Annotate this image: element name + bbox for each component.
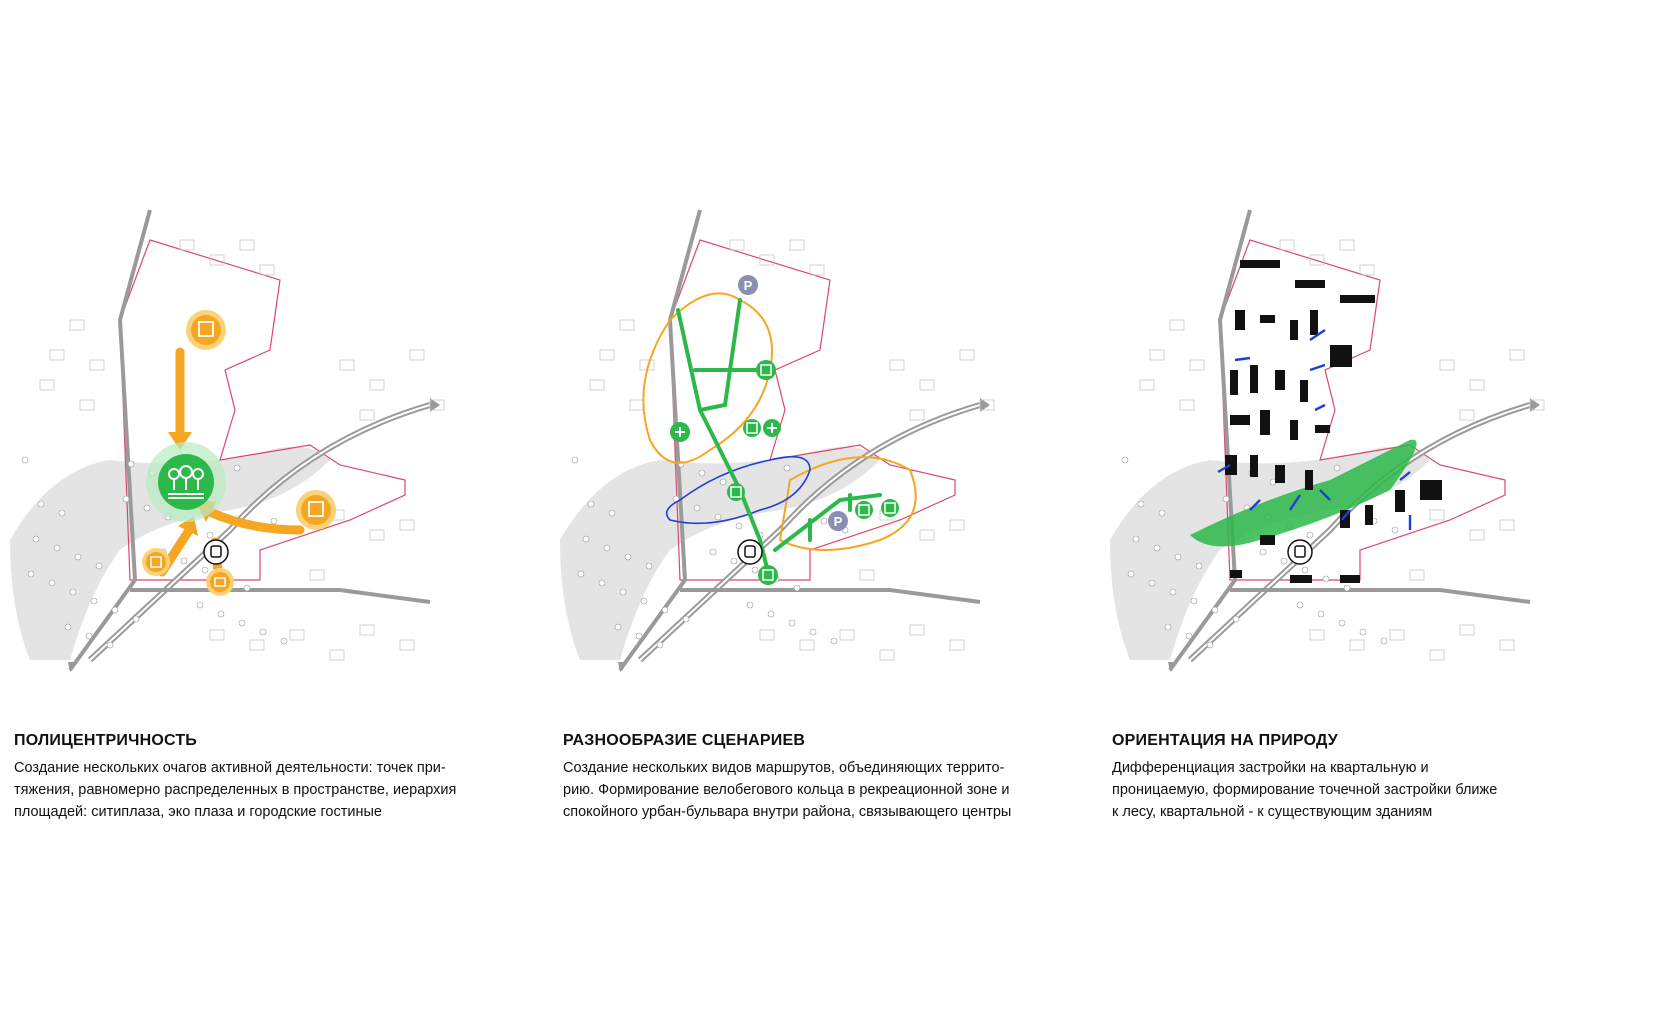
tree [578,571,584,577]
existing-building [1340,240,1354,250]
plus-icon [670,422,690,442]
tree [123,496,129,502]
tree [710,549,716,555]
existing-building [1190,360,1204,370]
caption-line: спокойного урбан-бульвара внутри района, связывающего центры [563,804,1012,820]
existing-building [790,240,804,250]
tree [1207,642,1213,648]
tree [1186,633,1192,639]
tree [641,598,647,604]
caption-title: РАЗНООБРАЗИЕ СЦЕНАРИЕВ [563,732,806,749]
road-end-arrow [1168,662,1178,672]
building-block [1290,320,1298,340]
caption-line: Создание нескольких очагов активной деятельности: точек при- [14,760,446,776]
building-block [1300,380,1308,402]
existing-building [70,320,84,330]
tree [1381,638,1387,644]
existing-building [1170,320,1184,330]
tree [1149,580,1155,586]
tree [1191,598,1197,604]
caption-title: ОРИЕНТАЦИЯ НА ПРИРОДУ [1112,732,1338,749]
caption-polycentricity [14,731,504,823]
existing-building [1460,410,1474,420]
tree [720,479,726,485]
tree [260,629,266,635]
existing-building [260,265,274,275]
parking-icon [828,511,848,531]
existing-building [210,630,224,640]
building-block [1260,410,1270,435]
caption-scenarios [563,731,1053,823]
existing-building [400,640,414,650]
tree [1318,611,1324,617]
tree [49,580,55,586]
tree [572,457,578,463]
tree [133,616,139,622]
tree [1175,554,1181,560]
building-block [1310,310,1318,335]
tree [1281,558,1287,564]
building-block [1230,370,1238,395]
plus-icon [763,419,781,437]
tree [65,624,71,630]
tree [620,589,626,595]
tree [657,642,663,648]
tree [736,523,742,529]
existing-building [910,625,924,635]
existing-building [370,530,384,540]
tree [588,501,594,507]
existing-building [950,640,964,650]
caption-line: площадей: ситиплаза, эко плаза и городские гостиные [14,804,382,820]
building-block [1260,315,1275,323]
existing-building [90,360,104,370]
tree [583,536,589,542]
tree [54,545,60,551]
building-block [1260,535,1275,545]
existing-building [1500,520,1514,530]
tree [609,510,615,516]
tree [1233,616,1239,622]
tree [1165,624,1171,630]
caption-nature [1112,731,1602,823]
tree [271,518,277,524]
caption-line: Дифференциация застройки на квартальную и [1112,760,1429,776]
arrow-icon [1315,405,1325,410]
main-boulevard [678,310,770,580]
tree [1122,457,1128,463]
tree [794,585,800,591]
existing-building [630,400,644,410]
polycentricity-map [10,210,490,730]
tree [218,611,224,617]
tree [604,545,610,551]
road-end-arrow [68,662,78,672]
arrow-icon [1310,365,1325,370]
tree [1302,567,1308,573]
existing-building [360,410,374,420]
tram-icon [738,540,762,564]
caption-text [563,757,1053,823]
tree [699,470,705,476]
building-block [1225,455,1237,475]
existing-building [1430,510,1444,520]
tree [28,571,34,577]
tree [207,532,213,538]
building-block [1330,345,1352,367]
tree [831,638,837,644]
base-map [1110,210,1544,672]
building-icon [296,490,336,530]
existing-building [1180,400,1194,410]
existing-building [290,630,304,640]
tree [1170,589,1176,595]
tree [747,602,753,608]
tree [694,505,700,511]
existing-building [910,410,924,420]
tree [625,554,631,560]
recreation-loop [643,293,772,463]
building-block [1365,505,1373,525]
tree [662,607,668,613]
tree [181,558,187,564]
existing-building [40,380,54,390]
existing-building [180,240,194,250]
panel-polycentricity-map [10,210,490,730]
base-map [560,210,994,672]
tree [752,567,758,573]
building-block [1420,480,1442,500]
existing-building [1150,350,1164,360]
tree [599,580,605,586]
building-block [1295,280,1325,288]
tree [202,567,208,573]
tree [1323,576,1329,582]
tree [1339,620,1345,626]
building-block [1250,455,1258,477]
existing-building [730,240,744,250]
tree [128,461,134,467]
tree [144,505,150,511]
tree [1392,527,1398,533]
tree [1128,571,1134,577]
boulevard-routes [678,300,880,580]
existing-building [1510,350,1524,360]
existing-building [1500,640,1514,650]
tree [96,563,102,569]
tree [70,589,76,595]
arrow-east [210,512,300,530]
existing-building [1470,530,1484,540]
existing-building [840,630,854,640]
tree [1154,545,1160,551]
panel-nature-map [1110,210,1590,730]
existing-building [1470,380,1484,390]
existing-building [1360,265,1374,275]
existing-building [1440,360,1454,370]
parking-icon [738,275,758,295]
tree [821,518,827,524]
tree [107,642,113,648]
building-icon [881,499,899,517]
existing-building [590,380,604,390]
building-block [1305,470,1313,490]
tree [86,633,92,639]
caption-line: Создание нескольких видов маршрутов, объединяющих террито- [563,760,1005,776]
existing-building [1350,640,1364,650]
existing-building [240,240,254,250]
existing-building [330,650,344,660]
existing-building [1460,625,1474,635]
existing-building [1140,380,1154,390]
building-block [1275,465,1285,483]
tree [33,536,39,542]
caption-line: проницаемую, формирование точечной застройки ближе [1112,782,1498,798]
tree [1223,496,1229,502]
tree [1138,501,1144,507]
building-icon [206,568,234,596]
tree [1360,629,1366,635]
building-block [1275,370,1285,390]
road-south [680,590,980,602]
tree [1133,536,1139,542]
tree [1196,563,1202,569]
existing-building [250,640,264,650]
tree [91,598,97,604]
tree [22,457,28,463]
existing-building [1310,630,1324,640]
road-end-arrow [618,662,628,672]
building-icon [855,501,873,519]
existing-building [920,380,934,390]
existing-building [960,350,974,360]
building-block [1395,490,1405,512]
tree [1212,607,1218,613]
building-icon [756,360,776,380]
tree [234,465,240,471]
road-south [1230,590,1530,602]
building-icon [727,483,745,501]
tree [615,624,621,630]
existing-building [600,350,614,360]
existing-building [1410,570,1424,580]
existing-building [620,320,634,330]
existing-building [810,265,824,275]
tree [244,585,250,591]
existing-building [920,530,934,540]
tree [1297,602,1303,608]
tree [784,465,790,471]
existing-building [310,570,324,580]
existing-building [760,630,774,640]
panel-scenarios-map [560,210,1040,730]
building-block [1315,425,1330,433]
tree [810,629,816,635]
existing-building [50,350,64,360]
existing-building [340,360,354,370]
building-icon [186,310,226,350]
svg-text:P: P [743,278,753,293]
existing-building [880,650,894,660]
route-north [700,300,740,410]
building-icon [758,565,778,585]
building-block [1340,295,1375,303]
building-block [1250,365,1258,393]
existing-building [800,640,814,650]
existing-building [80,400,94,410]
building-block [1240,260,1280,268]
tree [1159,510,1165,516]
caption-text [1112,757,1602,823]
existing-building [410,350,424,360]
tree [1334,465,1340,471]
caption-line: рию. Формирование велобегового кольца в рекреационной зоне и [563,782,1010,798]
tree [38,501,44,507]
svg-text:P: P [833,514,843,529]
existing-building [950,520,964,530]
building-block [1230,570,1242,578]
tram-icon [204,540,228,564]
tree [715,514,721,520]
building-block [1340,575,1360,583]
tree [683,616,689,622]
caption-line: тяжения, равномерно распределенных в пространстве, иерархия [14,782,457,798]
tree [636,633,642,639]
tree [112,607,118,613]
caption-text [14,757,504,823]
tree [646,563,652,569]
building-icon [743,419,761,437]
existing-building [1390,630,1404,640]
tree [1260,549,1266,555]
nature-map [1110,210,1590,730]
existing-building [1430,650,1444,660]
tree [239,620,245,626]
tree [197,602,203,608]
scenarios-map [560,210,1040,730]
tree [59,510,65,516]
existing-building [890,360,904,370]
tree [1344,585,1350,591]
building-block [1290,575,1312,583]
existing-building [400,520,414,530]
existing-building [1280,240,1294,250]
caption-title: ПОЛИЦЕНТРИЧНОСТЬ [14,732,198,749]
existing-building [860,570,874,580]
arrow-icon [1235,358,1250,360]
caption-line: к лесу, квартальной - к существующим зданиям [1112,804,1433,820]
building-block [1230,415,1250,425]
building-block [1235,310,1245,330]
base-map [10,210,444,672]
tree [281,638,287,644]
tree [768,611,774,617]
building-icon [142,548,170,576]
existing-building [360,625,374,635]
road-south [130,590,430,602]
tree [731,558,737,564]
tree [1307,532,1313,538]
tree [75,554,81,560]
building-block [1290,420,1298,440]
tree [789,620,795,626]
tram-icon [1288,540,1312,564]
existing-building [370,380,384,390]
